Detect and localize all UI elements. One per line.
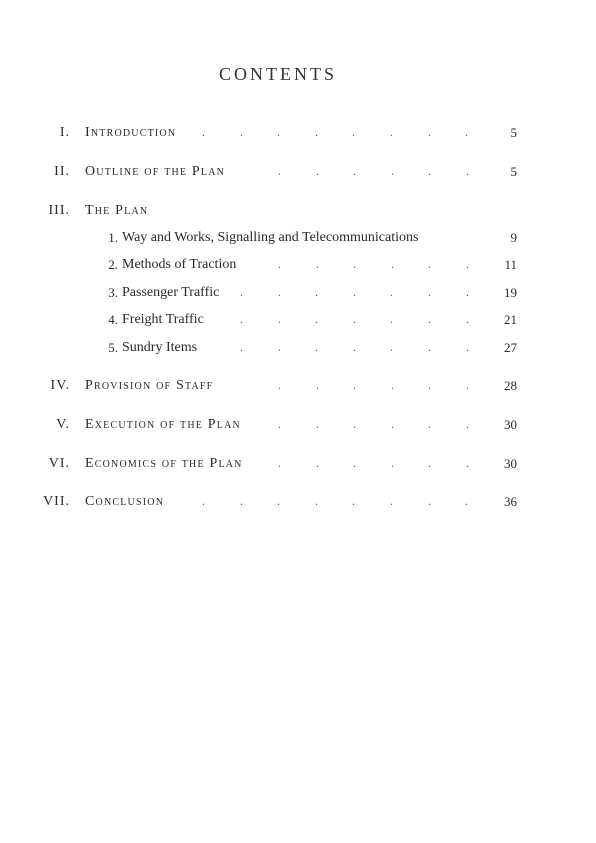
entry-numeral: I. xyxy=(59,125,70,140)
leader-dot: . xyxy=(391,164,394,178)
leader-dot: . xyxy=(428,456,431,470)
leader-dot: . xyxy=(353,456,356,470)
entry-title: The Plan xyxy=(85,203,149,218)
subentry-page: 21 xyxy=(504,312,517,327)
leader-dot: . xyxy=(466,312,469,326)
leader-dot: . xyxy=(390,285,393,299)
subentry-page: 11 xyxy=(504,257,517,272)
leader-dot: . xyxy=(353,285,356,299)
entry-numeral: III. xyxy=(48,203,70,218)
leader-dot: . xyxy=(240,125,243,139)
subentry-page: 19 xyxy=(504,285,517,300)
leader-dot: . xyxy=(466,417,469,431)
leader-dot: . xyxy=(353,312,356,326)
leader-dot: . xyxy=(391,417,394,431)
leader-dot: . xyxy=(278,340,281,354)
entry-numeral: VII. xyxy=(43,494,70,509)
leader-dot: . xyxy=(466,340,469,354)
toc-subentry[interactable] xyxy=(0,312,596,332)
leader-dot: . xyxy=(428,312,431,326)
leader-dot: . xyxy=(353,164,356,178)
leader-dot: . xyxy=(278,417,281,431)
entry-numeral: VI. xyxy=(48,456,70,471)
leader-dot: . xyxy=(315,312,318,326)
subentry-number: 3. xyxy=(108,285,118,300)
entry-title: Provision of Staff xyxy=(85,378,214,393)
leader-dot: . xyxy=(466,456,469,470)
leader-dot: . xyxy=(352,494,355,508)
toc-subentry[interactable] xyxy=(0,340,596,360)
entry-title: Introduction xyxy=(85,125,177,140)
entry-numeral: IV. xyxy=(50,378,70,393)
leader-dot: . xyxy=(465,494,468,508)
leader-dot: . xyxy=(278,312,281,326)
subentry-number: 1. xyxy=(108,230,118,245)
leader-dot: . xyxy=(316,378,319,392)
leader-dot: . xyxy=(277,125,280,139)
entry-page: 5 xyxy=(510,164,517,179)
leader-dot: . xyxy=(428,285,431,299)
entry-page: 30 xyxy=(504,456,517,471)
subentry-page: 27 xyxy=(504,340,517,355)
subentry-title: Sundry Items xyxy=(122,340,198,355)
subentry-number: 4. xyxy=(108,312,118,327)
toc-subentry[interactable] xyxy=(0,230,596,250)
leader-dot: . xyxy=(353,417,356,431)
leader-dot: . xyxy=(315,285,318,299)
toc-entry[interactable] xyxy=(0,456,596,476)
leader-dot: . xyxy=(315,340,318,354)
subentry-number: 5. xyxy=(108,340,118,355)
leader-dot: . xyxy=(390,125,393,139)
leader-dot: . xyxy=(240,312,243,326)
leader-dot: . xyxy=(466,164,469,178)
entry-page: 36 xyxy=(504,494,517,509)
leader-dot: . xyxy=(428,257,431,271)
subentry-title: Passenger Traffic xyxy=(122,285,220,300)
toc-entry[interactable] xyxy=(0,203,596,223)
toc-entry[interactable] xyxy=(0,494,596,514)
leader-dot: . xyxy=(352,125,355,139)
subentry-number: 2. xyxy=(108,257,118,272)
leader-dot: . xyxy=(428,164,431,178)
leader-dot: . xyxy=(390,494,393,508)
leader-dot: . xyxy=(353,340,356,354)
leader-dot: . xyxy=(315,125,318,139)
leader-dot: . xyxy=(428,417,431,431)
entry-numeral: II. xyxy=(54,164,70,179)
leader-dot: . xyxy=(466,378,469,392)
leader-dot: . xyxy=(240,494,243,508)
toc-entry[interactable] xyxy=(0,164,596,184)
entry-title: Execution of the Plan xyxy=(85,417,241,432)
leader-dot: . xyxy=(428,378,431,392)
subentry-title: Methods of Traction xyxy=(122,257,237,272)
leader-dot: . xyxy=(278,285,281,299)
leader-dot: . xyxy=(316,164,319,178)
leader-dot: . xyxy=(316,257,319,271)
toc-subentry[interactable] xyxy=(0,257,596,277)
entry-page: 28 xyxy=(504,378,517,393)
leader-dot: . xyxy=(353,257,356,271)
leader-dot: . xyxy=(202,125,205,139)
leader-dot: . xyxy=(278,164,281,178)
toc-entry[interactable] xyxy=(0,378,596,398)
leader-dot: . xyxy=(202,494,205,508)
subentry-title: Freight Traffic xyxy=(122,312,204,327)
leader-dot: . xyxy=(466,257,469,271)
leader-dot: . xyxy=(278,456,281,470)
leader-dot: . xyxy=(240,285,243,299)
page-title: CONTENTS xyxy=(219,64,337,84)
leader-dot: . xyxy=(277,494,280,508)
subentry-title: Way and Works, Signalling and Telecommunications xyxy=(122,230,419,245)
leader-dot: . xyxy=(315,494,318,508)
leader-dot: . xyxy=(390,312,393,326)
leader-dot: . xyxy=(428,340,431,354)
entry-page: 30 xyxy=(504,417,517,432)
entry-title: Economics of the Plan xyxy=(85,456,243,471)
leader-dot: . xyxy=(390,340,393,354)
leader-dot: . xyxy=(391,456,394,470)
entry-page: 5 xyxy=(510,125,517,140)
leader-dot: . xyxy=(428,125,431,139)
leader-dot: . xyxy=(240,340,243,354)
leader-dot: . xyxy=(316,456,319,470)
subentry-page: 9 xyxy=(510,230,517,245)
entry-title: Outline of the Plan xyxy=(85,164,226,179)
entry-numeral: V. xyxy=(56,417,70,432)
leader-dot: . xyxy=(278,257,281,271)
leader-dot: . xyxy=(316,417,319,431)
leader-dot: . xyxy=(466,285,469,299)
toc-entry[interactable] xyxy=(0,417,596,437)
toc-entry[interactable] xyxy=(0,125,596,145)
entry-title: Conclusion xyxy=(85,494,165,509)
leader-dot: . xyxy=(391,378,394,392)
toc-subentry[interactable] xyxy=(0,285,596,305)
leader-dot: . xyxy=(278,378,281,392)
leader-dot: . xyxy=(353,378,356,392)
leader-dot: . xyxy=(391,257,394,271)
leader-dot: . xyxy=(465,125,468,139)
leader-dot: . xyxy=(428,494,431,508)
